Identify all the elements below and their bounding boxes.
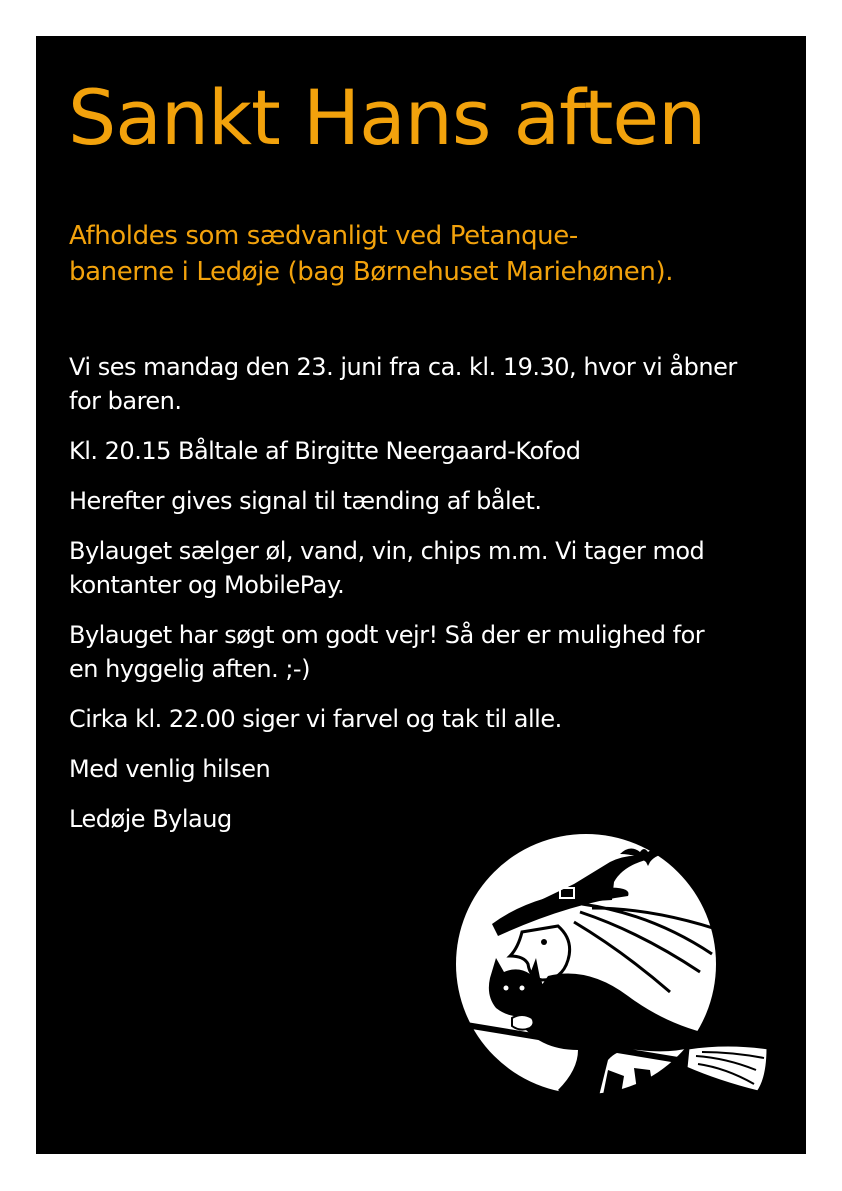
paragraph-sales-line-1: Bylauget sælger øl, vand, vin, chips m.m. Vi tager mod	[69, 537, 705, 565]
paragraph-weather	[69, 618, 779, 686]
paragraph-schedule	[69, 350, 779, 418]
paragraph-sales	[69, 534, 779, 602]
poster-body	[69, 350, 779, 852]
paragraph-weather-line-1: Bylauget har søgt om godt vejr! Så der er mulighed for	[69, 621, 705, 649]
paragraph-schedule-line-2: for baren.	[69, 387, 182, 415]
paragraph-weather-line-2: en hyggelig aften. ;-)	[69, 655, 310, 683]
paragraph-farewell: Cirka kl. 22.00 siger vi farvel og tak til alle.	[69, 705, 562, 733]
poster-title: Sankt Hans aften	[68, 73, 706, 162]
witch-hand-icon	[512, 1015, 534, 1030]
subtitle-line-2: banerne i Ledøje (bag Børnehuset Mariehønen).	[69, 257, 674, 287]
paragraph-sales-line-2: kontanter og MobilePay.	[69, 571, 345, 599]
witch-eye-icon	[541, 939, 547, 945]
poster	[36, 36, 806, 1154]
paragraph-schedule-line-1: Vi ses mandag den 23. juni fra ca. kl. 19.30, hvor vi åbner	[69, 353, 737, 381]
closing-greeting: Med venlig hilsen	[69, 755, 271, 783]
witch-on-broom-moon-icon	[452, 812, 772, 1112]
signature: Ledøje Bylaug	[69, 805, 232, 833]
paragraph-bonfire: Herefter gives signal til tænding af bålet.	[69, 487, 542, 515]
paragraph-speech: Kl. 20.15 Båltale af Birgitte Neergaard-Kofod	[69, 437, 581, 465]
location-subtitle	[69, 218, 789, 290]
subtitle-line-1: Afholdes som sædvanligt ved Petanque-	[69, 221, 578, 251]
